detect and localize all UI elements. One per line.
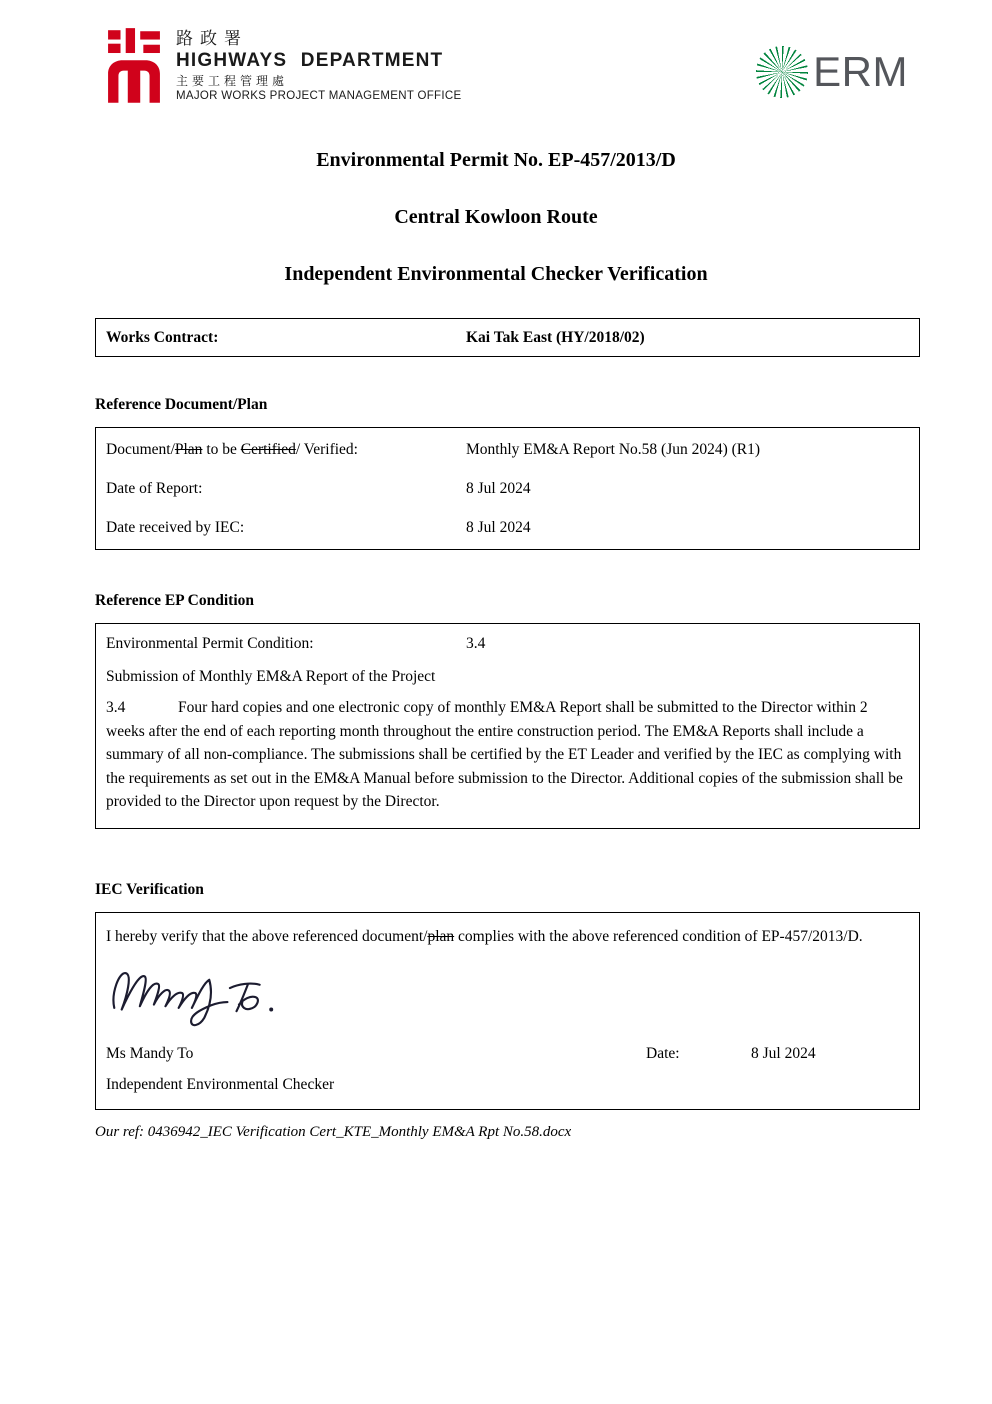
document-verified-value: Monthly EM&A Report No.58 (Jun 2024) (R1) (466, 441, 761, 458)
date-received-row (106, 508, 909, 547)
date-value: 8 Jul 2024 (751, 1044, 816, 1062)
office-name: MAJOR WORKS PROJECT MANAGEMENT OFFICE (176, 90, 462, 102)
highways-department-block (106, 28, 461, 105)
label-part: / Verified: (295, 441, 358, 458)
iec-verification-box (95, 912, 920, 1110)
verification-statement (106, 925, 909, 949)
signature-strokes (106, 955, 304, 1031)
ep-condition-value: 3.4 (466, 635, 486, 652)
clause-body: Four hard copies and one electronic copy of monthly EM&A Report shall be submitted to the Director within 2 weeks after the end of each reporting month throughout the entire construction period. The EM&A Reports shall include a summary of all non-compliance. The submissions shall be certified by the ET Leader and verified by the IEC as complying with the requirements as set out in the EM&A Manual before submission to the Director. Additional copies of the submission shall be provided to the Director upon request by the Director. (106, 699, 903, 810)
works-contract-label: Works Contract: (106, 329, 219, 346)
works-contract-table (95, 318, 920, 357)
department-titles (176, 28, 461, 104)
document-verified-row (106, 430, 909, 469)
section-heading-reference-ep-condition: Reference EP Condition (95, 592, 255, 609)
signatory-row (106, 1043, 909, 1064)
highways-department-logo-icon (106, 28, 162, 105)
document-verified-label (106, 439, 466, 460)
content (95, 318, 920, 1110)
statement-part: complies with the above referenced condition of EP-457/2013/D. (454, 927, 863, 945)
project-title: Central Kowloon Route (394, 206, 598, 228)
works-contract-value: Kai Tak East (HY/2018/02) (466, 329, 645, 346)
ep-condition-table (95, 623, 920, 829)
permit-number-title: Environmental Permit No. EP-457/2013/D (316, 149, 676, 171)
office-name-chinese: 主要工程管理處 (176, 74, 289, 88)
label-part: Document/ (106, 441, 175, 458)
date-label: Date: (646, 1044, 680, 1062)
date-received-value: 8 Jul 2024 (466, 519, 531, 536)
date-received-label: Date received by IEC: (106, 519, 245, 536)
signature-image (106, 955, 909, 1031)
header (0, 0, 992, 105)
ep-condition-row (106, 633, 909, 654)
label-part: to be (202, 441, 241, 458)
date-of-report-row (106, 469, 909, 508)
signatory-name: Ms Mandy To (106, 1044, 194, 1062)
date-of-report-label: Date of Report: (106, 480, 203, 497)
label-part-struck-plan: Plan (174, 441, 203, 458)
department-name: HIGHWAYS DEPARTMENT (176, 50, 444, 71)
erm-logo (756, 46, 908, 98)
document-type-title: Independent Environmental Checker Verification (284, 263, 708, 285)
department-name-chinese: 路政署 (176, 29, 248, 48)
our-ref: Our ref: 0436942_IEC Verification Cert_KTE_Monthly EM&A Rpt No.58.docx (95, 1123, 572, 1140)
ep-condition-label: Environmental Permit Condition: (106, 635, 314, 652)
label-part-struck-certified: Certified (240, 441, 296, 458)
clause-number: 3.4 (106, 699, 126, 716)
erm-wordmark: ERM (813, 48, 908, 95)
statement-part-struck-plan: plan (427, 927, 455, 945)
submission-title: Submission of Monthly EM&A Report of the Project (106, 668, 436, 685)
reference-document-table (95, 427, 920, 550)
section-heading-reference-document: Reference Document/Plan (95, 396, 268, 413)
statement-part: I hereby verify that the above referenced document/ (106, 927, 428, 945)
section-heading-iec-verification: IEC Verification (95, 880, 204, 898)
ep-clause-text (106, 696, 909, 814)
signatory-role: Independent Environmental Checker (106, 1075, 335, 1093)
date-of-report-value: 8 Jul 2024 (466, 480, 531, 497)
erm-starburst-icon (756, 46, 808, 98)
